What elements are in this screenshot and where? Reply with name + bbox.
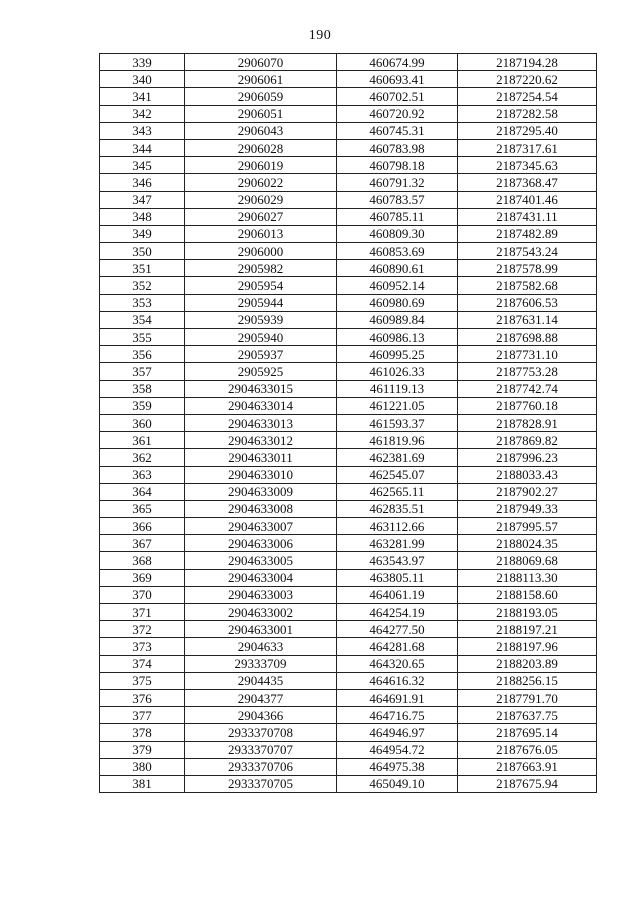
x-coordinate-cell: 460890.61 (337, 260, 458, 277)
table-body (100, 54, 597, 793)
y-coordinate-cell: 2187317.61 (458, 139, 597, 156)
x-coordinate-cell: 460674.99 (337, 54, 458, 71)
page-number: 190 (308, 28, 332, 43)
row-number-cell: 379 (100, 741, 185, 758)
y-coordinate-cell: 2187606.53 (458, 294, 597, 311)
y-coordinate-cell: 2188197.21 (458, 621, 597, 638)
table-row (100, 329, 597, 346)
point-id-cell: 2904633 (185, 638, 337, 655)
x-coordinate-cell: 460989.84 (337, 311, 458, 328)
row-number-cell: 358 (100, 380, 185, 397)
point-id-cell: 2904377 (185, 689, 337, 706)
x-coordinate-cell: 460952.14 (337, 277, 458, 294)
row-number-cell: 369 (100, 569, 185, 586)
y-coordinate-cell: 2187401.46 (458, 191, 597, 208)
row-number-cell: 375 (100, 672, 185, 689)
table-row (100, 277, 597, 294)
point-id-cell: 2904366 (185, 707, 337, 724)
row-number-cell: 378 (100, 724, 185, 741)
x-coordinate-cell: 461819.96 (337, 432, 458, 449)
point-id-cell: 2906022 (185, 174, 337, 191)
point-id-cell: 2904633013 (185, 414, 337, 431)
point-id-cell: 2906070 (185, 54, 337, 71)
x-coordinate-cell: 462381.69 (337, 449, 458, 466)
row-number-cell: 342 (100, 105, 185, 122)
row-number-cell: 351 (100, 260, 185, 277)
y-coordinate-cell: 2187902.27 (458, 483, 597, 500)
table-row (100, 741, 597, 758)
x-coordinate-cell: 464716.75 (337, 707, 458, 724)
y-coordinate-cell: 2188033.43 (458, 466, 597, 483)
y-coordinate-cell: 2188256.15 (458, 672, 597, 689)
y-coordinate-cell: 2187254.54 (458, 88, 597, 105)
row-number-cell: 370 (100, 586, 185, 603)
y-coordinate-cell: 2188193.05 (458, 604, 597, 621)
row-number-cell: 380 (100, 758, 185, 775)
x-coordinate-cell: 460720.92 (337, 105, 458, 122)
x-coordinate-cell: 460791.32 (337, 174, 458, 191)
point-id-cell: 2906059 (185, 88, 337, 105)
table-row (100, 105, 597, 122)
row-number-cell: 348 (100, 208, 185, 225)
point-id-cell: 2906019 (185, 157, 337, 174)
table-row (100, 346, 597, 363)
point-id-cell: 2904633011 (185, 449, 337, 466)
row-number-cell: 355 (100, 329, 185, 346)
x-coordinate-cell: 460809.30 (337, 225, 458, 242)
point-id-cell: 2904633002 (185, 604, 337, 621)
table-row (100, 638, 597, 655)
x-coordinate-cell: 462545.07 (337, 466, 458, 483)
y-coordinate-cell: 2187637.75 (458, 707, 597, 724)
point-id-cell: 2905925 (185, 363, 337, 380)
table-row (100, 157, 597, 174)
table-row (100, 397, 597, 414)
x-coordinate-cell: 460980.69 (337, 294, 458, 311)
row-number-cell: 346 (100, 174, 185, 191)
row-number-cell: 341 (100, 88, 185, 105)
y-coordinate-cell: 2188069.68 (458, 552, 597, 569)
x-coordinate-cell: 464616.32 (337, 672, 458, 689)
x-coordinate-cell: 464946.97 (337, 724, 458, 741)
row-number-cell: 339 (100, 54, 185, 71)
row-number-cell: 361 (100, 432, 185, 449)
row-number-cell: 376 (100, 689, 185, 706)
row-number-cell: 373 (100, 638, 185, 655)
x-coordinate-cell: 460745.31 (337, 122, 458, 139)
y-coordinate-cell: 2187543.24 (458, 243, 597, 260)
point-id-cell: 2904633009 (185, 483, 337, 500)
table-row (100, 672, 597, 689)
x-coordinate-cell: 463112.66 (337, 518, 458, 535)
point-id-cell: 2905944 (185, 294, 337, 311)
row-number-cell: 350 (100, 243, 185, 260)
y-coordinate-cell: 2187368.47 (458, 174, 597, 191)
table-row (100, 707, 597, 724)
x-coordinate-cell: 461119.13 (337, 380, 458, 397)
row-number-cell: 377 (100, 707, 185, 724)
table-row (100, 569, 597, 586)
x-coordinate-cell: 463281.99 (337, 535, 458, 552)
x-coordinate-cell: 460693.41 (337, 71, 458, 88)
table-row (100, 191, 597, 208)
x-coordinate-cell: 462835.51 (337, 500, 458, 517)
x-coordinate-cell: 464691.91 (337, 689, 458, 706)
row-number-cell: 366 (100, 518, 185, 535)
table-row (100, 621, 597, 638)
table-row (100, 775, 597, 792)
point-id-cell: 29333709 (185, 655, 337, 672)
x-coordinate-cell: 463543.97 (337, 552, 458, 569)
point-id-cell: 2933370706 (185, 758, 337, 775)
point-id-cell: 2905939 (185, 311, 337, 328)
table-row (100, 432, 597, 449)
y-coordinate-cell: 2187431.11 (458, 208, 597, 225)
point-id-cell: 2933370708 (185, 724, 337, 741)
y-coordinate-cell: 2187582.68 (458, 277, 597, 294)
y-coordinate-cell: 2187675.94 (458, 775, 597, 792)
point-id-cell: 2906028 (185, 139, 337, 156)
point-id-cell: 2904633010 (185, 466, 337, 483)
x-coordinate-cell: 460702.51 (337, 88, 458, 105)
row-number-cell: 343 (100, 122, 185, 139)
y-coordinate-cell: 2187742.74 (458, 380, 597, 397)
point-id-cell: 2906027 (185, 208, 337, 225)
x-coordinate-cell: 460785.11 (337, 208, 458, 225)
row-number-cell: 353 (100, 294, 185, 311)
x-coordinate-cell: 461026.33 (337, 363, 458, 380)
table-row (100, 225, 597, 242)
point-id-cell: 2906029 (185, 191, 337, 208)
row-number-cell: 363 (100, 466, 185, 483)
table-row (100, 88, 597, 105)
row-number-cell: 368 (100, 552, 185, 569)
x-coordinate-cell: 464061.19 (337, 586, 458, 603)
table-row (100, 758, 597, 775)
table-row (100, 466, 597, 483)
row-number-cell: 367 (100, 535, 185, 552)
row-number-cell: 359 (100, 397, 185, 414)
y-coordinate-cell: 2187578.99 (458, 260, 597, 277)
x-coordinate-cell: 462565.11 (337, 483, 458, 500)
y-coordinate-cell: 2187220.62 (458, 71, 597, 88)
point-id-cell: 2906051 (185, 105, 337, 122)
table-row (100, 414, 597, 431)
y-coordinate-cell: 2187949.33 (458, 500, 597, 517)
point-id-cell: 2904633003 (185, 586, 337, 603)
table-row (100, 174, 597, 191)
point-id-cell: 2904633014 (185, 397, 337, 414)
y-coordinate-cell: 2187282.58 (458, 105, 597, 122)
row-number-cell: 347 (100, 191, 185, 208)
y-coordinate-cell: 2187760.18 (458, 397, 597, 414)
x-coordinate-cell: 464975.38 (337, 758, 458, 775)
point-id-cell: 2904633015 (185, 380, 337, 397)
y-coordinate-cell: 2188203.89 (458, 655, 597, 672)
row-number-cell: 349 (100, 225, 185, 242)
y-coordinate-cell: 2187731.10 (458, 346, 597, 363)
point-id-cell: 2904633008 (185, 500, 337, 517)
table-row (100, 71, 597, 88)
y-coordinate-cell: 2187828.91 (458, 414, 597, 431)
table-row (100, 518, 597, 535)
row-number-cell: 364 (100, 483, 185, 500)
table-row (100, 260, 597, 277)
y-coordinate-cell: 2188024.35 (458, 535, 597, 552)
x-coordinate-cell: 464277.50 (337, 621, 458, 638)
row-number-cell: 374 (100, 655, 185, 672)
row-number-cell: 357 (100, 363, 185, 380)
row-number-cell: 345 (100, 157, 185, 174)
row-number-cell: 356 (100, 346, 185, 363)
point-id-cell: 2933370707 (185, 741, 337, 758)
table-row (100, 586, 597, 603)
y-coordinate-cell: 2187869.82 (458, 432, 597, 449)
y-coordinate-cell: 2187676.05 (458, 741, 597, 758)
y-coordinate-cell: 2187663.91 (458, 758, 597, 775)
row-number-cell: 372 (100, 621, 185, 638)
point-id-cell: 2905937 (185, 346, 337, 363)
table-row (100, 500, 597, 517)
x-coordinate-cell: 464254.19 (337, 604, 458, 621)
y-coordinate-cell: 2187995.57 (458, 518, 597, 535)
y-coordinate-cell: 2187194.28 (458, 54, 597, 71)
point-id-cell: 2904633012 (185, 432, 337, 449)
table-row (100, 54, 597, 71)
point-id-cell: 2905954 (185, 277, 337, 294)
point-id-cell: 2906043 (185, 122, 337, 139)
y-coordinate-cell: 2188197.96 (458, 638, 597, 655)
point-id-cell: 2904633007 (185, 518, 337, 535)
y-coordinate-cell: 2187698.88 (458, 329, 597, 346)
table-row (100, 294, 597, 311)
x-coordinate-cell: 460783.98 (337, 139, 458, 156)
row-number-cell: 371 (100, 604, 185, 621)
y-coordinate-cell: 2188113.30 (458, 569, 597, 586)
x-coordinate-cell: 460986.13 (337, 329, 458, 346)
coordinates-table (99, 53, 597, 793)
point-id-cell: 2904633006 (185, 535, 337, 552)
x-coordinate-cell: 463805.11 (337, 569, 458, 586)
point-id-cell: 2905940 (185, 329, 337, 346)
row-number-cell: 344 (100, 139, 185, 156)
y-coordinate-cell: 2187345.63 (458, 157, 597, 174)
table-row (100, 122, 597, 139)
table-row (100, 535, 597, 552)
table-row (100, 483, 597, 500)
row-number-cell: 354 (100, 311, 185, 328)
point-id-cell: 2933370705 (185, 775, 337, 792)
point-id-cell: 2905982 (185, 260, 337, 277)
row-number-cell: 352 (100, 277, 185, 294)
row-number-cell: 362 (100, 449, 185, 466)
table-row (100, 449, 597, 466)
x-coordinate-cell: 460798.18 (337, 157, 458, 174)
table-row (100, 689, 597, 706)
point-id-cell: 2904633004 (185, 569, 337, 586)
y-coordinate-cell: 2187295.40 (458, 122, 597, 139)
x-coordinate-cell: 464954.72 (337, 741, 458, 758)
x-coordinate-cell: 465049.10 (337, 775, 458, 792)
x-coordinate-cell: 461593.37 (337, 414, 458, 431)
row-number-cell: 340 (100, 71, 185, 88)
table-row (100, 363, 597, 380)
y-coordinate-cell: 2187791.70 (458, 689, 597, 706)
x-coordinate-cell: 460783.57 (337, 191, 458, 208)
x-coordinate-cell: 461221.05 (337, 397, 458, 414)
table-row (100, 552, 597, 569)
y-coordinate-cell: 2187753.28 (458, 363, 597, 380)
point-id-cell: 2906013 (185, 225, 337, 242)
row-number-cell: 381 (100, 775, 185, 792)
y-coordinate-cell: 2187482.89 (458, 225, 597, 242)
table-row (100, 208, 597, 225)
y-coordinate-cell: 2188158.60 (458, 586, 597, 603)
x-coordinate-cell: 460995.25 (337, 346, 458, 363)
point-id-cell: 2906000 (185, 243, 337, 260)
table-row (100, 243, 597, 260)
row-number-cell: 360 (100, 414, 185, 431)
table-row (100, 311, 597, 328)
point-id-cell: 2906061 (185, 71, 337, 88)
point-id-cell: 2904633001 (185, 621, 337, 638)
table-row (100, 655, 597, 672)
point-id-cell: 2904435 (185, 672, 337, 689)
y-coordinate-cell: 2187695.14 (458, 724, 597, 741)
x-coordinate-cell: 464281.68 (337, 638, 458, 655)
table-row (100, 724, 597, 741)
x-coordinate-cell: 464320.65 (337, 655, 458, 672)
y-coordinate-cell: 2187631.14 (458, 311, 597, 328)
table-row (100, 380, 597, 397)
y-coordinate-cell: 2187996.23 (458, 449, 597, 466)
table-row (100, 139, 597, 156)
row-number-cell: 365 (100, 500, 185, 517)
table-row (100, 604, 597, 621)
x-coordinate-cell: 460853.69 (337, 243, 458, 260)
point-id-cell: 2904633005 (185, 552, 337, 569)
